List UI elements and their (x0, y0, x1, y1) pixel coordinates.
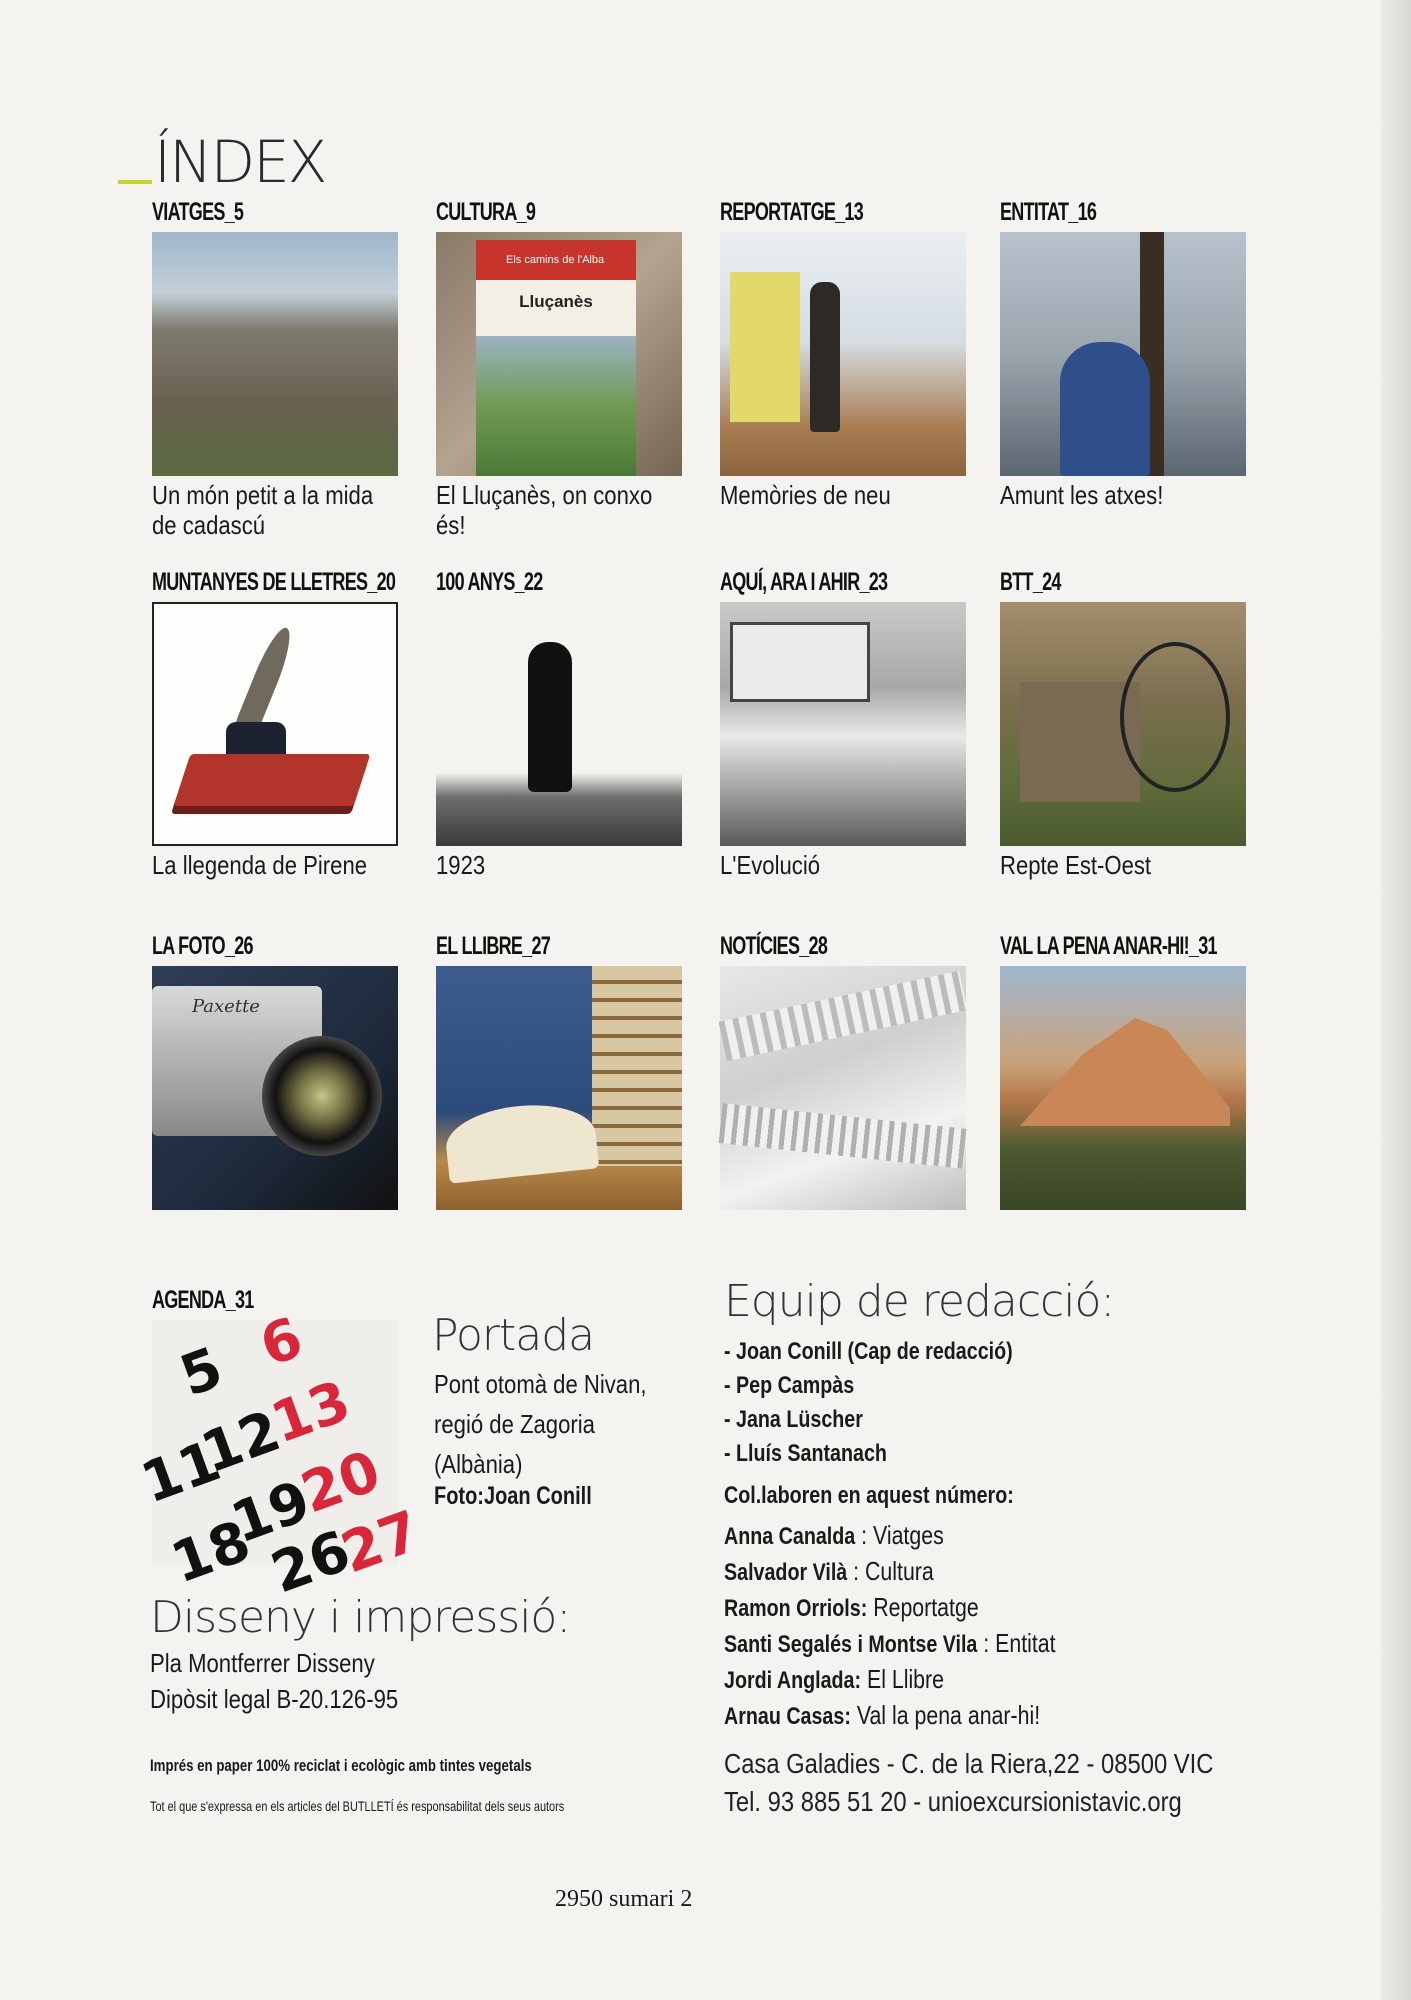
guidebook-cover (476, 240, 636, 476)
entry-noticies[interactable] (720, 930, 966, 1210)
team-member: - Pep Campàs (724, 1372, 855, 1399)
equip-title: Equip de redacció: (724, 1276, 1115, 1327)
mountain-landscape-photo (1000, 966, 1246, 1210)
vintage-camera-photo (152, 966, 398, 1210)
entry-100-anys[interactable] (436, 566, 682, 880)
quill-icon (234, 624, 297, 735)
collaborator: Santi Segalés i Montse Vila : Entitat (724, 1628, 1056, 1658)
book-icon (174, 754, 371, 806)
camera-lens-icon (262, 1036, 382, 1156)
summit-cross-photo (1000, 232, 1246, 476)
accent-dash (118, 180, 152, 184)
entry-el-llibre[interactable] (436, 930, 682, 1210)
calendar-number: 5 (172, 1335, 231, 1410)
entry-caption: Amunt les atxes! (1000, 480, 1164, 510)
entry-heading: ENTITAT_16 (1000, 198, 1097, 226)
collaborator: Anna Canalda : Viatges (724, 1520, 944, 1550)
calendar-number: 11 (133, 1428, 229, 1517)
entry-caption: La llegenda de Pirene (152, 850, 368, 880)
team-member: - Joan Conill (Cap de redacció) (724, 1338, 1013, 1365)
camera-brand: Paxette (192, 996, 260, 1017)
entry-la-foto[interactable] (152, 930, 398, 1210)
calendar-number: 26 (263, 1518, 359, 1607)
entry-heading: VIATGES_5 (152, 198, 244, 226)
entry-caption: 1923 (436, 850, 486, 880)
entry-caption: L'Evolució (720, 850, 821, 880)
entry-reportatge[interactable] (720, 196, 966, 510)
entry-viatges[interactable] (152, 196, 398, 540)
entry-caption: El Lluçanès, on conxo és! (436, 480, 653, 540)
page-edge (1381, 0, 1411, 2000)
mountaineer-figure (528, 642, 572, 792)
entry-heading: AQUÍ, ARA I AHIR_23 (720, 568, 888, 596)
portada-line: (Albània) (434, 1449, 523, 1479)
entry-heading: BTT_24 (1000, 568, 1061, 596)
entry-heading: EL LLIBRE_27 (436, 932, 551, 960)
entry-caption: Repte Est-Oest (1000, 850, 1152, 880)
portada-title: Portada (432, 1310, 595, 1361)
entry-heading: VAL LA PENA ANAR-HI!_31 (1000, 932, 1217, 960)
entry-caption: Memòries de neu (720, 480, 891, 510)
team-member: - Jana Lüscher (724, 1406, 863, 1433)
hiker-figure (1060, 342, 1150, 476)
exhibit-panel (730, 272, 800, 422)
entry-caption: Un món petit a la mida de cadascú (152, 480, 374, 540)
page-footer: 2950 sumari 2 (555, 1886, 693, 1912)
historic-refuge-photo (720, 602, 966, 846)
collaborator: Ramon Orriols: Reportatge (724, 1592, 979, 1622)
disseny-company: Pla Montferrer Disseny (150, 1648, 375, 1678)
collaborator: Jordi Anglada: El Llibre (724, 1664, 945, 1694)
books-photo (436, 966, 682, 1210)
portada-description (434, 1364, 655, 1484)
entry-btt[interactable] (1000, 566, 1246, 880)
entry-heading: REPORTATGE_13 (720, 198, 864, 226)
calendar-number: 13 (263, 1368, 359, 1457)
entry-entitat[interactable] (1000, 196, 1246, 510)
mountain-peak (1020, 1006, 1230, 1126)
entry-agenda[interactable] (133, 1284, 429, 1607)
guidebook-title: Lluçanès (519, 292, 593, 311)
disseny-title: Disseny i impressió: (150, 1592, 571, 1643)
calendar-number: 6 (252, 1305, 311, 1380)
entry-heading: MUNTANYES DE LLETRES_20 (152, 568, 396, 596)
mannequin-figure (810, 282, 840, 432)
entry-heading: CULTURA_9 (436, 198, 536, 226)
calendar-number: 20 (293, 1438, 389, 1527)
newspaper-fold (719, 971, 968, 1061)
collaborator: Salvador Vilà : Cultura (724, 1556, 934, 1586)
entry-cultura[interactable] (436, 196, 682, 540)
guidebook-series: Els camins de l'Alba (476, 240, 636, 280)
legal-deposit: Dipòsit legal B-20.126-95 (150, 1684, 399, 1714)
entry-heading: 100 ANYS_22 (436, 568, 543, 596)
address: Casa Galadies - C. de la Riera,22 - 08500 VIC (724, 1748, 1214, 1779)
calendar-number: 12 (193, 1398, 289, 1487)
bicycle-icon (1120, 642, 1230, 792)
phone-and-website: Tel. 93 885 51 20 - unioexcursionistavic.org (724, 1786, 1182, 1817)
guidebook-photo (436, 232, 682, 476)
refuge-building (730, 622, 870, 702)
portada-photo-credit: Foto:Joan Conill (434, 1482, 592, 1510)
entry-muntanyes-lletres[interactable] (152, 566, 398, 880)
newspaper-fold (719, 1103, 968, 1168)
collaborators-heading: Col.laboren en aquest número: (724, 1482, 1014, 1509)
calendar-number: 18 (163, 1508, 259, 1597)
mountain-bike-photo (1000, 602, 1246, 846)
calendar-number: 19 (223, 1468, 319, 1557)
entry-heading: LA FOTO_26 (152, 932, 253, 960)
portada-line: Pont otomà de Nivan, (434, 1369, 647, 1399)
team-member: - Lluís Santanach (724, 1440, 887, 1467)
exhibition-photo (720, 232, 966, 476)
entry-heading: NOTÍCIES_28 (720, 932, 828, 960)
book-stack (592, 966, 682, 1166)
collaborator: Arnau Casas: Val la pena anar-hi! (724, 1700, 1041, 1730)
entry-aqui-ara-ahir[interactable] (720, 566, 966, 880)
calendar-number: 27 (333, 1498, 429, 1587)
portada-line: regió de Zagoria (434, 1409, 595, 1439)
recycled-paper-note: Imprés en paper 100% reciclat i ecològic amb tintes vegetals (150, 1756, 532, 1775)
quill-and-book-illustration (152, 602, 398, 846)
mountaineer-silhouette-photo (436, 602, 682, 846)
index-title: ÍNDEX (118, 128, 326, 196)
entry-val-la-pena[interactable] (1000, 930, 1246, 1210)
responsibility-note: Tot el que s'expressa en els articles del BUTLLETÍ és responsabilitat dels seus autors (150, 1798, 565, 1814)
calendar-photo (133, 1305, 429, 1607)
guidebook-cover-photo (476, 336, 636, 476)
newspapers-photo (720, 966, 966, 1210)
stone-village-photo (152, 232, 398, 476)
open-book-icon (443, 1098, 599, 1183)
entry-heading: AGENDA_31 (152, 1286, 254, 1314)
